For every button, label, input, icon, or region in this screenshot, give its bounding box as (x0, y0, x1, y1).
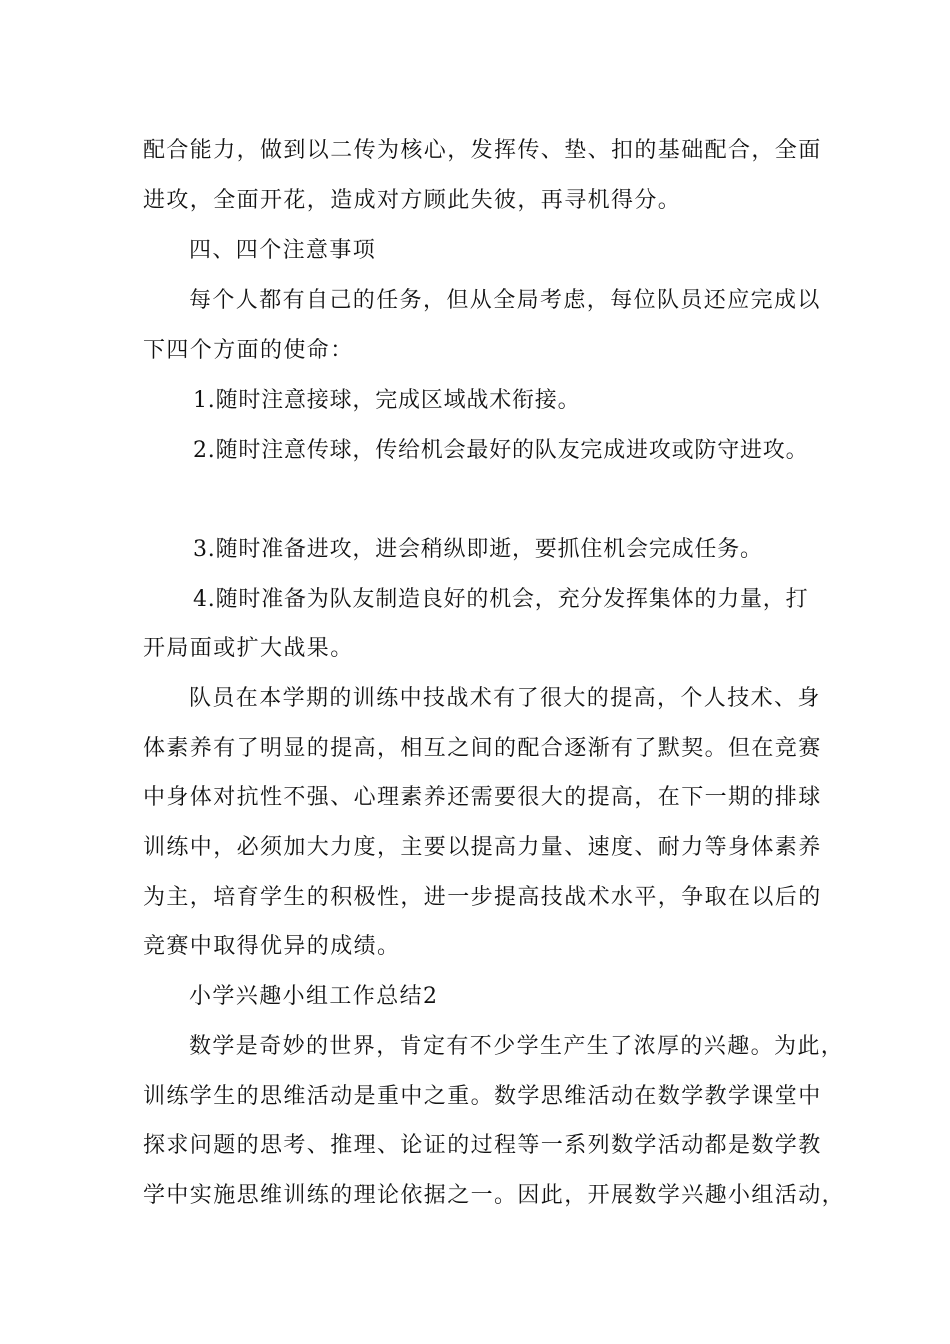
paragraph-line: 进攻，全面开花，造成对方顾此失彼，再寻机得分。 (143, 188, 682, 213)
paragraph-line: 竞赛中取得优异的成绩。 (143, 934, 401, 959)
list-item: 3.随时准备进攻，进会稍纵即逝，要抓住机会完成任务。 (193, 537, 763, 562)
section-heading: 四、四个注意事项 (189, 238, 377, 263)
paragraph-line: 体素养有了明显的提高，相互之间的配合逐渐有了默契。但在竞赛 (143, 736, 822, 761)
paragraph-line: 探求问题的思考、推理、论证的过程等一系列数学活动都是数学教 (143, 1133, 822, 1158)
paragraph-line: 训练中，必须加大力度，主要以提高力量、速度、耐力等身体素养 (143, 835, 822, 860)
section-heading: 小学兴趣小组工作总结2 (189, 984, 439, 1009)
paragraph-line: 配合能力，做到以二传为核心，发挥传、垫、扣的基础配合，全面 (143, 138, 822, 163)
list-item: 1.随时注意接球，完成区域战术衔接。 (193, 388, 581, 413)
paragraph-line: 每个人都有自己的任务，但从全局考虑，每位队员还应完成以 (189, 288, 821, 313)
paragraph-line: 为主，培育学生的积极性，进一步提高技战术水平，争取在以后的 (143, 885, 822, 910)
paragraph-line: 队员在本学期的训练中技战术有了很大的提高，个人技术、身 (189, 686, 821, 711)
paragraph-line: 数学是奇妙的世界，肯定有不少学生产生了浓厚的兴趣。为此， (189, 1034, 845, 1059)
paragraph-line: 学中实施思维训练的理论依据之一。因此，开展数学兴趣小组活动， (143, 1183, 846, 1208)
paragraph-line: 下四个方面的使命： (143, 338, 354, 363)
list-item: 4.随时准备为队友制造良好的机会，充分发挥集体的力量，打 (193, 587, 809, 612)
paragraph-line: 中身体对抗性不强、心理素养还需要很大的提高，在下一期的排球 (143, 785, 822, 810)
paragraph-line: 训练学生的思维活动是重中之重。数学思维活动在数学教学课堂中 (143, 1084, 822, 1109)
paragraph-line: 开局面或扩大战果。 (143, 636, 354, 661)
list-item: 2.随时注意传球，传给机会最好的队友完成进攻或防守进攻。 (193, 438, 809, 463)
